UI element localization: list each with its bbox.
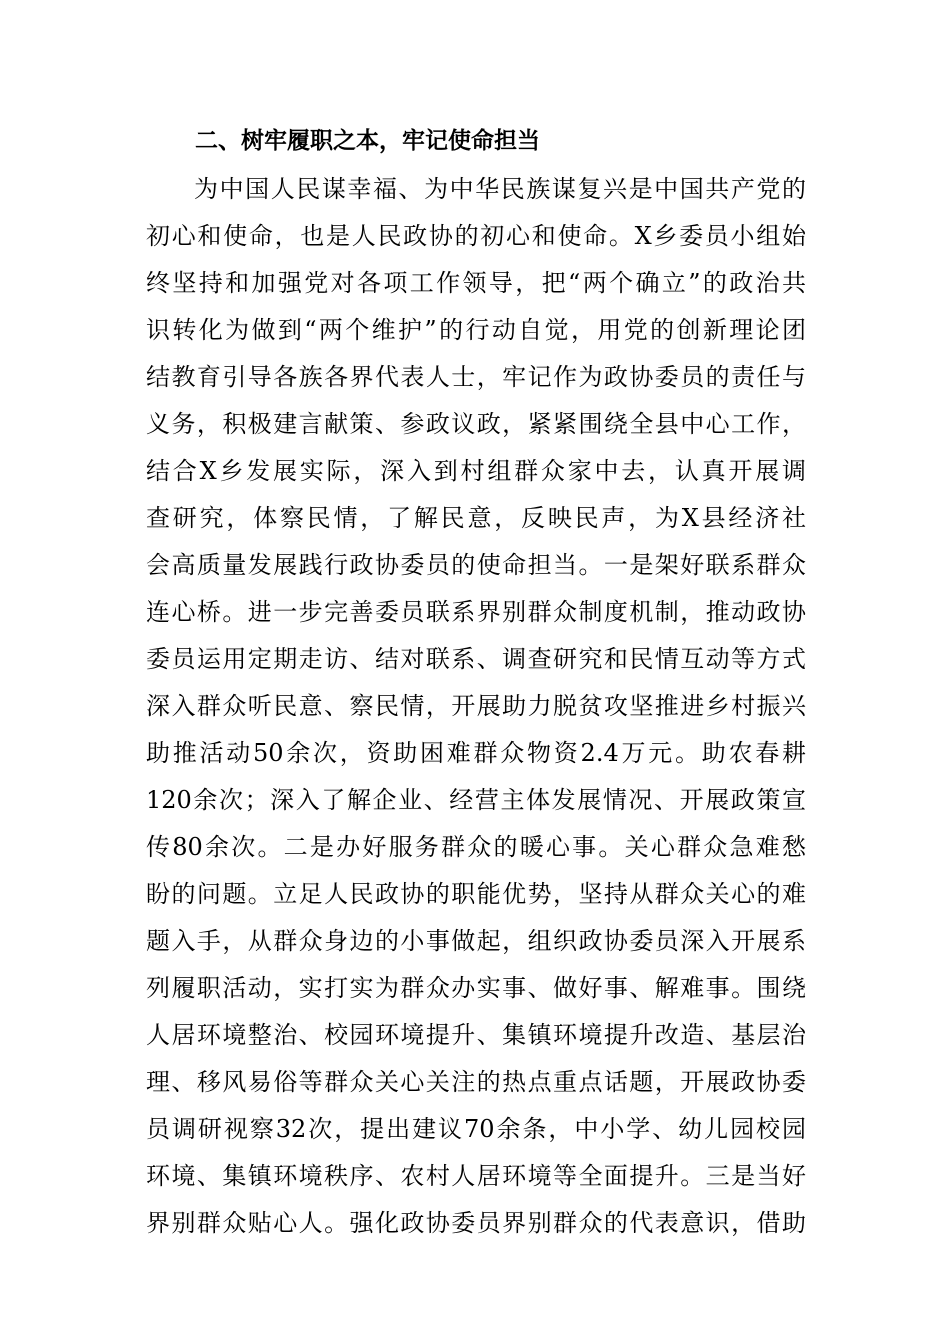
section-heading: 二、树牢履职之本，牢记使命担当 [195, 128, 540, 154]
paragraph-line: 会高质量发展践行政协委员的使命担当。一是架好联系群众 [146, 551, 806, 579]
paragraph-line: 题入手，从群众身边的小事做起，组织政协委员深入开展系 [146, 927, 806, 955]
paragraph-line: 深入群众听民意、察民情，开展助力脱贫攻坚推进乡村振兴 [146, 692, 806, 720]
paragraph-line: 终坚持和加强党对各项工作领导，把“两个确立”的政治共 [146, 269, 806, 297]
paragraph-line: 传80余次。二是办好服务群众的暖心事。关心群众急难愁 [146, 833, 806, 861]
paragraph-line: 列履职活动，实打实为群众办实事、做好事、解难事。围绕 [146, 974, 806, 1002]
paragraph-line: 120余次；深入了解企业、经营主体发展情况、开展政策宣 [146, 786, 806, 814]
paragraph-line: 识转化为做到“两个维护”的行动自觉，用党的创新理论团 [146, 316, 806, 344]
paragraph-line: 连心桥。进一步完善委员联系界别群众制度机制，推动政协 [146, 598, 806, 626]
paragraph-line: 环境、集镇环境秩序、农村人居环境等全面提升。三是当好 [146, 1162, 806, 1190]
paragraph-line: 结合X乡发展实际，深入到村组群众家中去，认真开展调 [146, 457, 806, 485]
paragraph-line: 为中国人民谋幸福、为中华民族谋复兴是中国共产党的 [194, 175, 806, 203]
body-paragraph [146, 166, 806, 1247]
paragraph-line: 员调研视察32次，提出建议70余条，中小学、幼儿园校园 [146, 1115, 806, 1143]
paragraph-line: 助推活动50余次，资助困难群众物资2.4万元。助农春耕 [146, 739, 806, 767]
paragraph-line: 理、移风易俗等群众关心关注的热点重点话题，开展政协委 [146, 1068, 806, 1096]
paragraph-line: 初心和使命，也是人民政协的初心和使命。X乡委员小组始 [146, 222, 806, 250]
paragraph-line: 结教育引导各族各界代表人士，牢记作为政协委员的责任与 [146, 363, 806, 391]
paragraph-line: 界别群众贴心人。强化政协委员界别群众的代表意识，借助 [146, 1209, 806, 1237]
paragraph-line: 义务，积极建言献策、参政议政，紧紧围绕全县中心工作， [146, 410, 806, 438]
paragraph-line: 盼的问题。立足人民政协的职能优势，坚持从群众关心的难 [146, 880, 806, 908]
paragraph-line: 委员运用定期走访、结对联系、调查研究和民情互动等方式 [146, 645, 806, 673]
paragraph-line: 查研究，体察民情，了解民意，反映民声，为X县经济社 [146, 504, 806, 532]
paragraph-line: 人居环境整治、校园环境提升、集镇环境提升改造、基层治 [146, 1021, 806, 1049]
